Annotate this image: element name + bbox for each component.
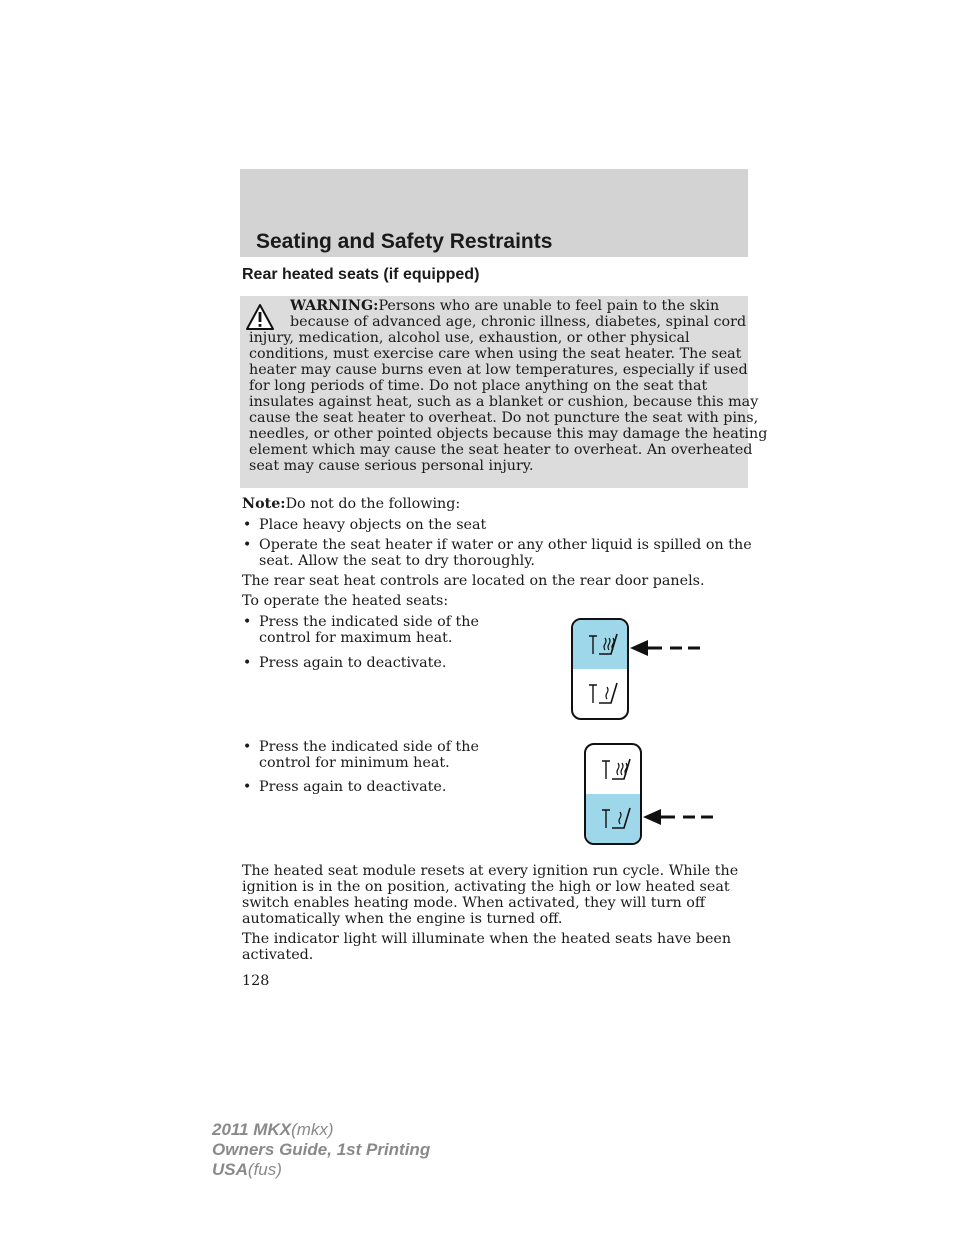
indicator-paragraph-line: The indicator light will illuminate when the heated seats have been xyxy=(242,931,732,947)
note-bullet: Place heavy objects on the seat xyxy=(259,517,487,533)
footer-guide: Owners Guide, 1st Printing xyxy=(212,1140,431,1159)
bullet-dot: • xyxy=(243,517,252,533)
heated-seat-high-icon xyxy=(598,753,634,789)
module-paragraph-line: switch enables heating mode. When activated, they will turn off xyxy=(242,895,706,911)
switch-high-side xyxy=(586,745,640,794)
bullet-dot: • xyxy=(243,739,252,755)
heated-seat-high-icon xyxy=(585,628,621,664)
note-bullet-continued: seat. Allow the seat to dry thoroughly. xyxy=(259,553,535,569)
module-paragraph-line: ignition is in the on position, activating the high or low heated seat xyxy=(242,879,730,895)
warning-line: seat may cause serious personal injury. xyxy=(249,458,534,474)
note-label: Note: xyxy=(242,496,286,512)
arrow-pointer-icon xyxy=(630,638,700,658)
min-heat-instruction: Press the indicated side of the xyxy=(259,739,479,755)
warning-line: needles, or other pointed objects because this may damage the heating xyxy=(249,426,768,442)
max-heat-instruction: Press the indicated side of the xyxy=(259,614,479,630)
indicator-paragraph-line: activated. xyxy=(242,947,314,963)
min-heat-instruction: control for minimum heat. xyxy=(259,755,450,771)
body-paragraph: To operate the heated seats: xyxy=(242,593,449,609)
warning-line: because of advanced age, chronic illness, diabetes, spinal cord xyxy=(290,314,747,330)
switch-low-side xyxy=(586,794,640,843)
warning-label: WARNING: xyxy=(290,298,379,314)
bullet-dot: • xyxy=(243,655,252,671)
body-paragraph: The rear seat heat controls are located on the rear door panels. xyxy=(242,573,705,589)
note-bullet: Operate the seat heater if water or any other liquid is spilled on the xyxy=(259,537,752,553)
subheading: Rear heated seats (if equipped) xyxy=(242,266,480,283)
bullet-dot: • xyxy=(243,614,252,630)
switch-low-side xyxy=(573,669,627,718)
heated-seat-low-icon xyxy=(598,802,634,838)
warning-line: WARNING:Persons who are unable to feel pain to the skin xyxy=(290,298,720,314)
module-paragraph-line: The heated seat module resets at every ignition run cycle. While the xyxy=(242,863,739,879)
page-number: 128 xyxy=(242,973,270,989)
max-heat-instruction: control for maximum heat. xyxy=(259,630,453,646)
bullet-dot: • xyxy=(243,779,252,795)
heated-seat-switch-max xyxy=(571,618,629,720)
section-title: Seating and Safety Restraints xyxy=(256,230,553,253)
max-heat-deactivate: Press again to deactivate. xyxy=(259,655,447,671)
heated-seat-low-icon xyxy=(585,677,621,713)
warning-line: conditions, must exercise care when using the seat heater. The seat xyxy=(249,346,742,362)
warning-line: cause the seat heater to overheat. Do not puncture the seat with pins, xyxy=(249,410,759,426)
heated-seat-switch-min xyxy=(584,743,642,845)
warning-line: heater may cause burns even at low temperatures, especially if used xyxy=(249,362,748,378)
min-heat-deactivate: Press again to deactivate. xyxy=(259,779,447,795)
footer-model: 2011 MKX(mkx) xyxy=(212,1120,334,1139)
footer-region: USA(fus) xyxy=(212,1160,282,1179)
switch-high-side xyxy=(573,620,627,669)
warning-line: injury, medication, alcohol use, exhaustion, or other physical xyxy=(249,330,690,346)
warning-line: element which may cause the seat heater to overheat. An overheated xyxy=(249,442,753,458)
module-paragraph-line: automatically when the engine is turned off. xyxy=(242,911,563,927)
bullet-dot: • xyxy=(243,537,252,553)
warning-triangle-icon xyxy=(245,303,275,331)
warning-line: insulates against heat, such as a blanket or cushion, because this may xyxy=(249,394,759,410)
warning-line: for long periods of time. Do not place anything on the seat that xyxy=(249,378,708,394)
note-line: Note:Do not do the following: xyxy=(242,496,461,512)
arrow-pointer-icon xyxy=(643,807,713,827)
